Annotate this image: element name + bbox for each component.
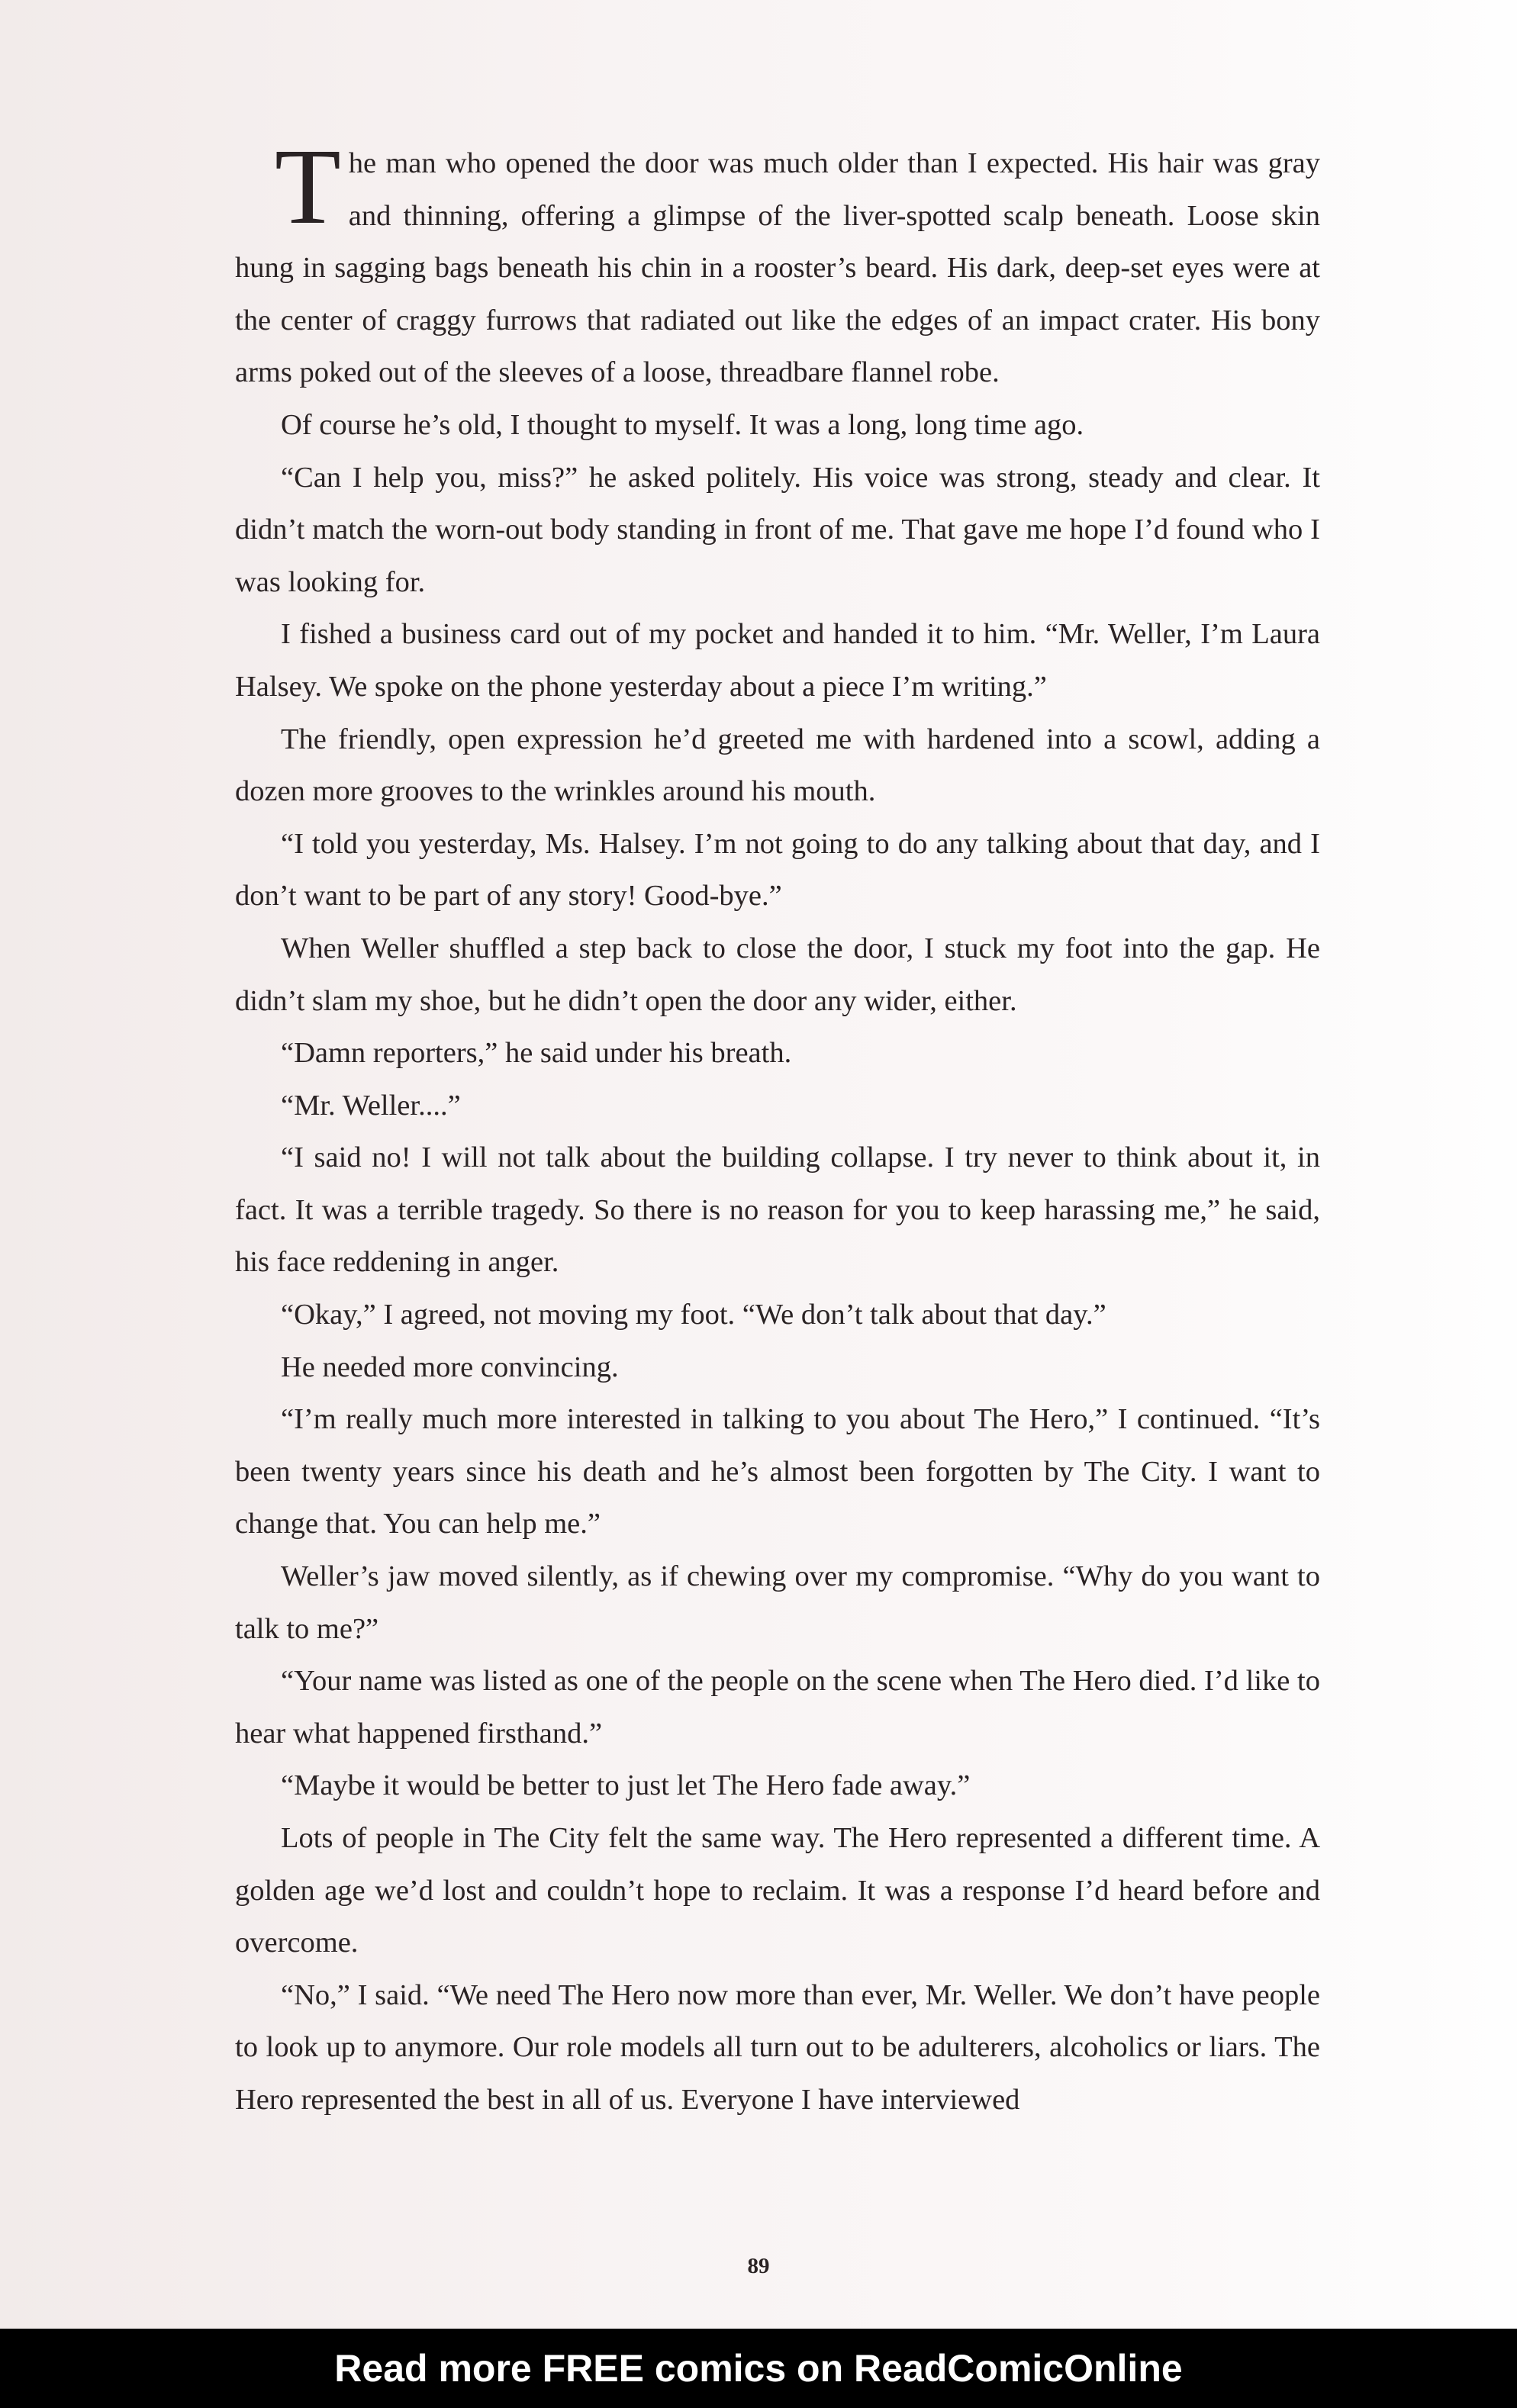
drop-cap: T [275, 126, 341, 246]
promo-banner[interactable]: Read more FREE comics on ReadComicOnline [0, 2329, 1517, 2408]
paragraph: The friendly, open expression he’d greeted me with hardened into a scowl, adding a dozen more grooves to the wrinkles around his mouth. [235, 723, 1320, 808]
paragraph: When Weller shuffled a step back to close the door, I stuck my foot into the gap. He didn’t slam my shoe, but he didn’t open the door any wider, either. [235, 932, 1320, 1017]
paragraph: “Okay,” I agreed, not moving my foot. “We don’t talk about that day.” [281, 1299, 1106, 1331]
paragraph: “I’m really much more interested in talking to you about The Hero,” I continued. “It’s been twenty years since his death and he’s almost been forgotten by The City. I want to change that. You can help me.” [235, 1403, 1320, 1540]
paragraph: “Mr. Weller....” [281, 1089, 461, 1122]
paragraph: He needed more convincing. [281, 1350, 619, 1383]
page-number: 89 [747, 2254, 770, 2278]
paragraph: “Maybe it would be better to just let The Hero fade away.” [281, 1769, 971, 1802]
paragraph: Of course he’s old, I thought to myself. It was a long, long time ago. [281, 408, 1084, 441]
paragraph: “No,” I said. “We need The Hero now more than ever, Mr. Weller. We don’t have people to look up to anymore. Our role models all turn out to be adulterers, alcoholics or liars. The Hero represented the best in all of us. Everyone I have interviewed [235, 1978, 1320, 2116]
story-text [235, 126, 1320, 2126]
paragraph-1-text: he man who opened the door was much older than I expected. His hair was gray and thinning, offering a glimpse of the liver-spotted scalp beneath. Loose skin hung in sagging bags beneath his chin in a rooster’s beard. His dark, deep-set eyes were at the center of craggy furrows that radiated out like the edges of an impact crater. His bony arms poked out of the sleeves of a loose, threadbare flannel robe. [235, 147, 1320, 389]
paragraph-1 [235, 126, 1320, 399]
paragraph: “I said no! I will not talk about the building collapse. I try never to think about it, in fact. It was a terrible tragedy. So there is no reason for you to keep harassing me,” he said, his face reddening in anger. [235, 1141, 1320, 1279]
paragraph: I fished a business card out of my pocket and handed it to him. “Mr. Weller, I’m Laura Halsey. We spoke on the phone yesterday about a piece I’m writing.” [235, 618, 1320, 703]
paragraph: Lots of people in The City felt the same way. The Hero represented a different time. A golden age we’d lost and couldn’t hope to reclaim. It was a response I’d heard before and overcome. [235, 1822, 1320, 1959]
paragraph: Weller’s jaw moved silently, as if chewing over my compromise. “Why do you want to talk to me?” [235, 1560, 1320, 1645]
paragraph: “Damn reporters,” he said under his breath. [281, 1037, 792, 1070]
paragraph: “Can I help you, miss?” he asked politely. His voice was strong, steady and clear. It didn’t match the worn-out body standing in front of me. That gave me hope I’d found who I was looking for. [235, 461, 1320, 598]
paragraph: “Your name was listed as one of the people on the scene when The Hero died. I’d like to hear what happened firsthand.” [235, 1665, 1320, 1750]
paragraph: “I told you yesterday, Ms. Halsey. I’m not going to do any talking about that day, and I don’t want to be part of any story! Good-bye.” [235, 827, 1320, 913]
